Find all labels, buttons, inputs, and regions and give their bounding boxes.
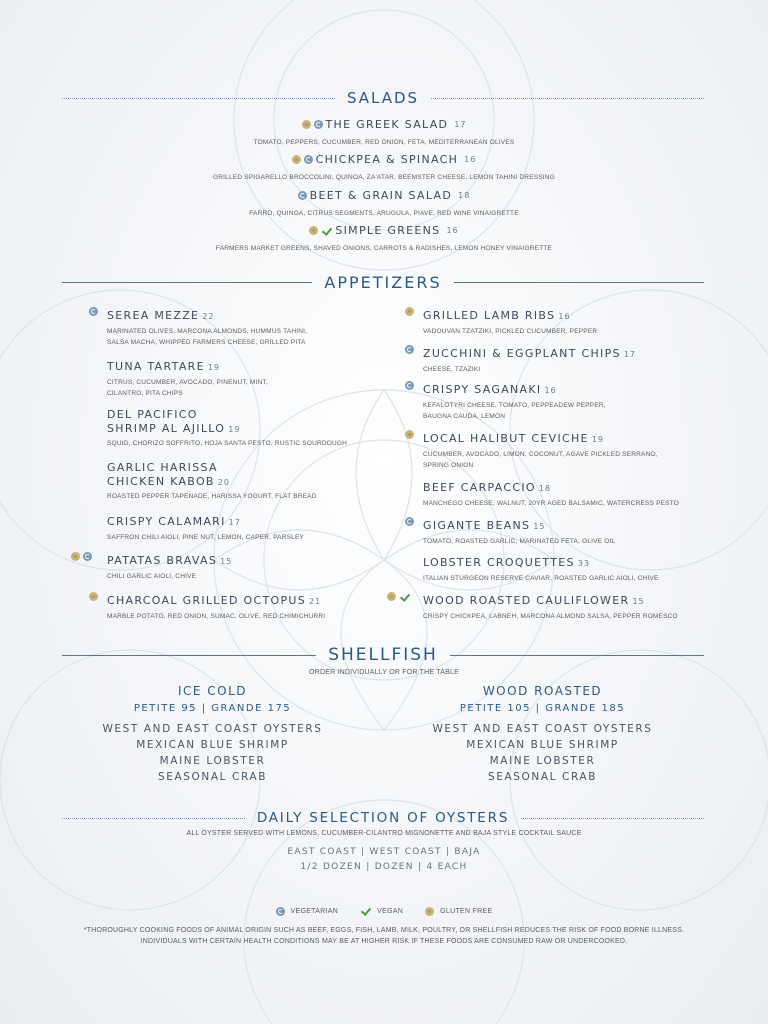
diet-icons — [387, 592, 410, 602]
item-name: GIGANTE BEANS — [423, 519, 531, 532]
menu-item — [423, 478, 723, 509]
item-heading — [107, 512, 407, 530]
menu-item — [0, 222, 768, 254]
item-name: SIMPLE GREENS — [335, 224, 441, 237]
item-name: GARLIC HARISSA — [107, 461, 218, 474]
item-name: CRISPY SAGANAKI — [423, 383, 542, 396]
item-description — [107, 571, 407, 582]
item-name: GRILLED LAMB RIBS — [423, 309, 556, 322]
item-heading — [107, 306, 407, 324]
divider — [431, 98, 704, 99]
item-description — [107, 438, 407, 449]
diet-icons — [89, 592, 98, 601]
gluten-free-icon — [309, 226, 318, 235]
item-description: FARRO, QUINOA, CITRUS SEGMENTS, ARUGULA, PIAVE, RED WINE VINAIGRETTE — [249, 210, 519, 217]
menu-item — [423, 553, 723, 584]
shellfish-item: MAINE LOBSTER — [489, 755, 596, 767]
salads-title: SALADS — [346, 89, 420, 107]
item-price: 33 — [577, 559, 590, 568]
vegan-icon — [399, 592, 410, 602]
item-description — [107, 611, 407, 622]
ice-cold-title: ICE COLD — [177, 684, 248, 698]
description-line: CRISPY CHICKPEA, LABNEH, MARCONA ALMOND SALSA, PEPPER ROMESCO — [423, 613, 678, 620]
vegetarian-icon — [83, 552, 92, 561]
menu-item — [423, 306, 723, 337]
vegan-icon — [321, 226, 332, 236]
item-description: TOMATO, PEPPERS, CUCUMBER, RED ONION, FETA, MEDITERRANEAN OLIVES — [253, 139, 515, 146]
menu-item — [0, 116, 768, 148]
menu-item — [0, 187, 768, 219]
gluten-free-icon — [405, 307, 414, 316]
menu-item — [107, 591, 407, 622]
divider — [62, 818, 245, 819]
diet-icons — [405, 381, 414, 390]
item-price: 22 — [202, 312, 215, 321]
description-line: CUCUMBER, AVOCADO, LIMON, COCONUT, AGAVE PICKLED SERRANO, — [423, 451, 658, 458]
diet-icons — [405, 430, 414, 439]
item-heading — [423, 516, 723, 534]
description-line: CHILI GARLIC AIOLI, CHIVE — [107, 573, 197, 580]
shellfish-title: SHELLFISH — [328, 645, 438, 665]
item-heading — [107, 421, 407, 436]
item-description — [423, 449, 723, 471]
description-line: BAUGNA CAUDA, LEMON — [423, 413, 506, 420]
item-name: TUNA TARTARE — [107, 360, 205, 373]
item-description: FARMERS MARKET GREENS, SHAVED ONIONS, CARROTS & RADISHES, LEMON HONEY VINAIGRETTE — [215, 245, 553, 252]
menu-item — [107, 512, 407, 543]
divider — [62, 282, 312, 283]
vegan-icon — [360, 906, 371, 916]
menu-item — [107, 551, 407, 582]
item-description — [423, 364, 723, 375]
item-heading — [423, 553, 723, 571]
legend-vegan: VEGAN — [377, 907, 404, 915]
ice-cold-prices: PETITE 95 | GRANDE 175 — [133, 703, 292, 714]
oysters-note: ALL OYSTER SERVED WITH LEMONS, CUCUMBER-CILANTRO MIGNONETTE AND BAJA STYLE COCKTAIL SAUCE — [186, 830, 582, 837]
disclaimer-line: INDIVIDUALS WITH CERTAIN HEALTH CONDITIONS MAY BE AT HIGHER RISK IF THESE FOODS ARE CONSUMED RAW OR UNDERCOOKED. — [140, 938, 628, 945]
item-heading — [107, 460, 407, 474]
description-line: MARINATED OLIVES, MARCONA ALMONDS, HUMMUS TAHINI, — [107, 328, 308, 335]
gluten-free-icon — [302, 120, 311, 129]
item-name: CHARCOAL GRILLED OCTOPUS — [107, 594, 307, 607]
item-name: LOCAL HALIBUT CEVICHE — [423, 432, 589, 445]
item-name: LOBSTER CROQUETTES — [423, 556, 575, 569]
gluten-free-icon — [387, 592, 396, 601]
shellfish-item: SEASONAL CRAB — [157, 771, 268, 783]
divider — [62, 98, 335, 99]
wood-roasted-prices: PETITE 105 | GRANDE 185 — [459, 703, 626, 714]
item-description — [107, 326, 407, 348]
gluten-free-icon — [405, 430, 414, 439]
menu-item — [107, 407, 407, 449]
item-name: PATATAS BRAVAS — [107, 554, 218, 567]
menu-item — [423, 429, 723, 471]
item-heading — [302, 118, 467, 131]
item-name: SHRIMP AL AJILLO — [107, 422, 226, 435]
oysters-title: DAILY SELECTION OF OYSTERS — [256, 810, 510, 826]
item-name: DEL PACIFICO — [107, 408, 198, 421]
oysters-header — [62, 810, 704, 826]
appetizers-title: APPETIZERS — [324, 273, 442, 292]
item-heading — [298, 189, 471, 202]
vegetarian-icon — [314, 120, 323, 129]
divider — [454, 282, 704, 283]
divider — [450, 655, 704, 656]
divider — [62, 655, 316, 656]
item-description: GRILLED SPIGARELLO BROCCOLINI, QUINOA, ZA'ATAR, BEEMSTER CHEESE, LEMON TAHINI DRESSING — [213, 174, 555, 181]
dietary-legend — [0, 906, 768, 916]
item-description — [423, 536, 723, 547]
item-name: ZUCCHINI & EGGPLANT CHIPS — [423, 347, 621, 360]
wood-roasted-title: WOOD ROASTED — [482, 684, 603, 698]
menu-item — [423, 344, 723, 375]
item-price: 19 — [591, 435, 604, 444]
food-safety-disclaimer — [60, 925, 708, 947]
description-line: ITALIAN STURGEON RESERVE CAVIAR, ROASTED GARLIC AIOLI, CHIVE — [423, 575, 659, 582]
description-line: KEFALOTYRI CHEESE, TOMATO, PEPPEADEW PEPPER, — [423, 402, 606, 409]
item-description — [423, 400, 723, 422]
item-price: 17 — [454, 120, 467, 129]
item-price: 18 — [458, 191, 471, 200]
item-heading — [423, 344, 723, 362]
description-line: SALSA MACHA, WHIPPED FARMERS CHEESE, GRILLED PITA — [107, 339, 306, 346]
description-line: MANCHEGO CHEESE, WALNUT, 20YR AGED BALSAMIC, WATERCRESS PESTO — [423, 500, 680, 507]
menu-item — [423, 591, 723, 622]
menu-item — [107, 357, 407, 399]
shellfish-item: WEST AND EAST COAST OYSTERS — [432, 723, 653, 735]
disclaimer-line: *THOROUGHLY COOKING FOODS OF ANIMAL ORIGIN SUCH AS BEEF, EGGS, FISH, LAMB, MILK, POULTRY, OR SHELLFISH REDUCES THE RISK OF FOOD BORNE ILLNESS. — [83, 927, 685, 934]
item-heading — [423, 306, 723, 324]
item-name: BEEF CARPACCIO — [423, 481, 536, 494]
item-price: 19 — [207, 363, 221, 372]
appetizers-header — [62, 273, 704, 292]
item-heading — [292, 153, 477, 166]
item-description — [423, 611, 723, 622]
description-line: CITRUS, CUCUMBER, AVOCADO, PINENUT, MINT, — [107, 379, 268, 386]
description-line: CILANTRO, PITA CHIPS — [107, 390, 183, 397]
ice-cold-list — [90, 721, 335, 785]
item-name: CHICKPEA & SPINACH — [315, 153, 459, 166]
menu-item — [107, 460, 407, 502]
diet-icons — [89, 307, 98, 316]
menu-item — [423, 380, 723, 422]
item-name: WOOD ROASTED CAULIFLOWER — [423, 594, 630, 607]
oyster-regions: EAST COAST | WEST COAST | BAJA — [287, 847, 481, 857]
vegetarian-icon — [405, 517, 414, 526]
description-line: ROASTED PEPPER TAPENADE, HARISSA YOGURT, FLAT BREAD — [107, 493, 317, 500]
vegetarian-icon — [405, 345, 414, 354]
legend-gluten-free: GLUTEN FREE — [440, 907, 493, 915]
description-line: CHEESE, TZAZIKI — [423, 366, 481, 373]
item-heading — [107, 591, 407, 609]
item-price: 15 — [220, 557, 233, 566]
vegetarian-icon — [298, 191, 307, 200]
menu-item — [107, 306, 407, 348]
shellfish-subtitle: ORDER INDIVIDUALLY OR FOR THE TABLE — [309, 669, 459, 676]
item-description — [423, 326, 723, 337]
item-price: 16 — [464, 155, 477, 164]
shellfish-item: MAINE LOBSTER — [159, 755, 266, 767]
description-line: VADOUVAN TZATZIKI, PICKLED CUCUMBER, PEPPER — [423, 328, 598, 335]
diet-icons — [405, 307, 414, 316]
item-heading — [423, 429, 723, 447]
legend-vegetarian: VEGETARIAN — [290, 907, 339, 915]
vegetarian-icon — [405, 381, 414, 390]
item-name: CRISPY CALAMARI — [107, 515, 226, 528]
gluten-free-icon — [89, 592, 98, 601]
item-description — [107, 377, 407, 399]
diet-icons — [405, 517, 414, 526]
vegetarian-icon — [276, 907, 285, 916]
item-price: 15 — [533, 522, 546, 531]
item-price: 17 — [228, 518, 241, 527]
item-name: CHICKEN KABOB — [107, 475, 215, 488]
item-price: 16 — [558, 312, 571, 321]
item-price: 16 — [446, 226, 459, 235]
item-heading — [107, 474, 407, 489]
item-description — [107, 532, 407, 543]
divider — [521, 818, 704, 819]
item-name: BEET & GRAIN SALAD — [309, 189, 453, 202]
salads-header — [62, 89, 704, 107]
description-line: TOMATO, ROASTED GARLIC, MARINATED FETA, OLIVE OIL — [423, 538, 616, 545]
item-description — [423, 573, 723, 584]
shellfish-item: SEASONAL CRAB — [487, 771, 598, 783]
shellfish-item: WEST AND EAST COAST OYSTERS — [102, 723, 323, 735]
item-price: 17 — [623, 350, 636, 359]
shellfish-item: MEXICAN BLUE SHRIMP — [466, 739, 619, 751]
item-description — [107, 491, 407, 502]
wood-roasted-list — [420, 721, 665, 785]
item-price: 16 — [544, 386, 557, 395]
item-price: 21 — [309, 597, 322, 606]
description-line: SAFFRON CHILI AIOLI, PINE NUT, LEMON, CAPER, PARSLEY — [107, 534, 305, 541]
item-price: 20 — [217, 478, 230, 487]
item-price: 19 — [228, 425, 241, 434]
gluten-free-icon — [425, 907, 434, 916]
vegetarian-icon — [304, 155, 313, 164]
shellfish-item: MEXICAN BLUE SHRIMP — [136, 739, 289, 751]
item-price: 15 — [632, 597, 645, 606]
gluten-free-icon — [292, 155, 301, 164]
description-line: SQUID, CHORIZO SOFFRITO, HOJA SANTA PESTO, RUSTIC SOURDOUGH — [107, 440, 348, 447]
oyster-quantities: 1/2 DOZEN | DOZEN | 4 EACH — [300, 862, 468, 872]
item-heading — [423, 478, 723, 496]
item-description — [423, 498, 723, 509]
item-heading — [423, 591, 723, 609]
item-name: SEREA MEZZE — [107, 309, 200, 322]
item-price: 18 — [538, 484, 552, 493]
item-heading — [309, 224, 458, 237]
description-line: SPRING ONION — [423, 462, 474, 469]
item-heading — [107, 551, 407, 569]
vegetarian-icon — [89, 307, 98, 316]
diet-icons — [71, 552, 92, 561]
item-heading — [107, 407, 407, 421]
shellfish-header — [62, 645, 704, 665]
description-line: MARBLE POTATO, RED ONION, SUMAC, OLIVE, RED CHIMICHURRI — [107, 613, 326, 620]
menu-item — [423, 516, 723, 547]
item-heading — [107, 357, 407, 375]
diet-icons — [405, 345, 414, 354]
item-heading — [423, 380, 723, 398]
item-name: THE GREEK SALAD — [325, 118, 449, 131]
menu-item — [0, 151, 768, 183]
gluten-free-icon — [71, 552, 80, 561]
